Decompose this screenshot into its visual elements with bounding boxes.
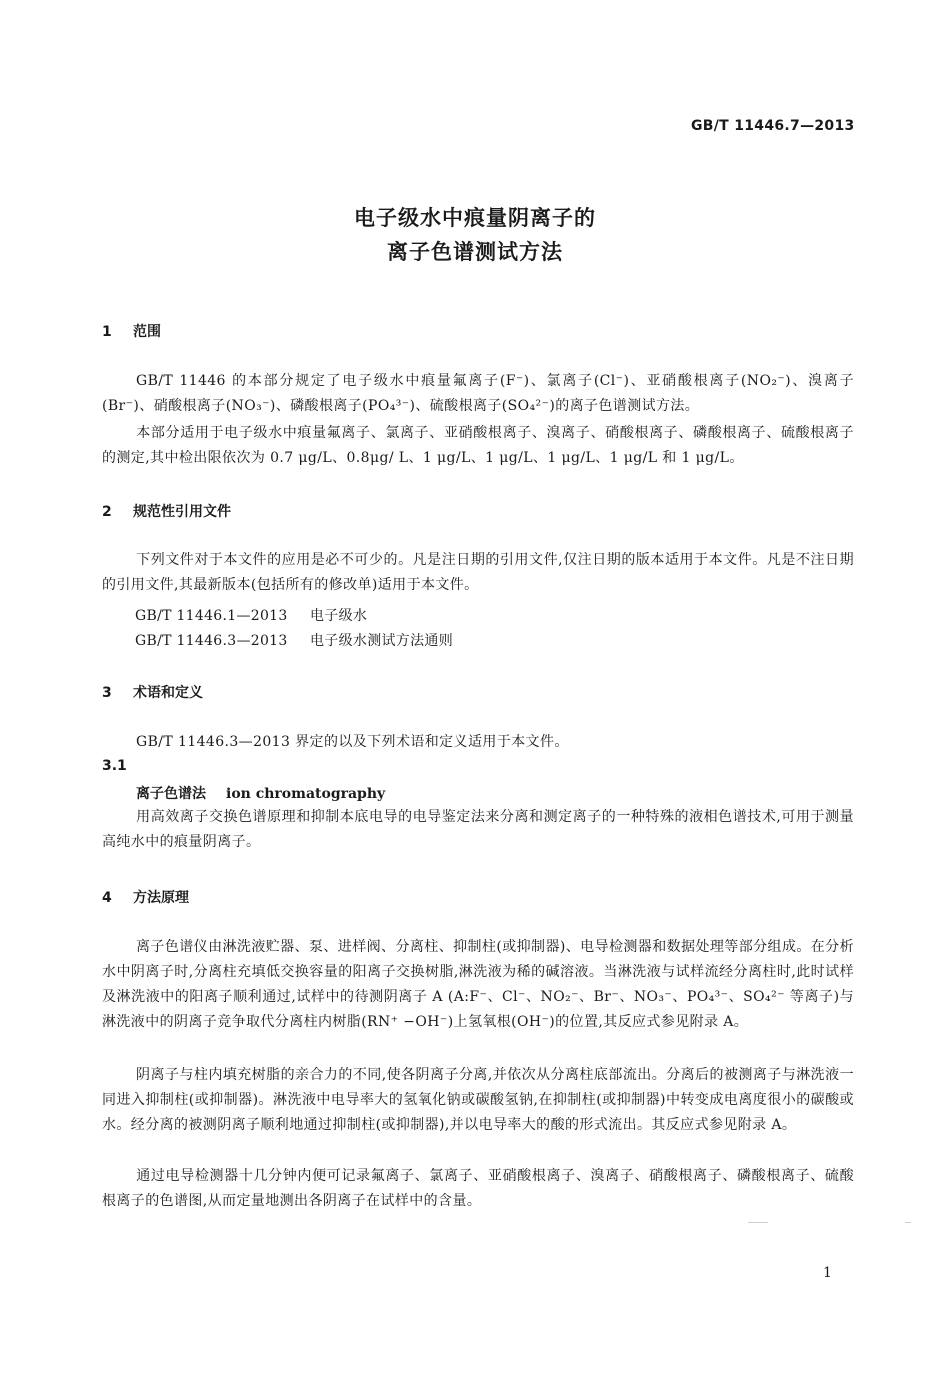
paragraph-text: 阴离子与柱内填充树脂的亲合力的不同,使各阴离子分离,并依次从分离柱底部流出。分离后的被测离子与淋洗液一同进入抑制柱(或抑制器)。淋洗液中电导率大的氢氧化钠或碳酸氢钠,在抑制柱(或抑制器)中转变成电离度很小的碳酸或水。经分离的被测阴离子顺利地通过抑制柱(或抑制器),并以电导率大的酸的形式流出。其反应式参见附录 A。 [102, 1067, 854, 1133]
reference-code: GB/T 11446.3—2013 [135, 633, 288, 649]
section-number: 1 [102, 324, 112, 340]
page-number: 1 [823, 1265, 832, 1281]
title-line-1: 电子级水中痕量阴离子的 [354, 206, 596, 230]
section-title: 术语和定义 [133, 685, 203, 701]
paragraph-text: GB/T 11446.3—2013 界定的以及下列术语和定义适用于本文件。 [136, 734, 569, 750]
term-definition [102, 805, 854, 855]
reference-title: 电子级水 [310, 608, 368, 624]
section-2-heading [102, 501, 231, 521]
reference-title: 电子级水测试方法通则 [310, 633, 453, 649]
paragraph-text: 用高效离子交换色谱原理和抑制本底电导的电导鉴定法来分离和测定离子的一种特殊的液相色谱技术,可用于测量高纯水中的痕量阴离子。 [102, 809, 854, 850]
paragraph-text: 本部分适用于电子级水中痕量氟离子、氯离子、亚硝酸根离子、溴离子、硝酸根离子、磷酸根离子、硫酸根离子的测定,其中检出限依次为 0.7 μg/L、0.8μg/ L、1 μg/L、1 μg/L、1 μg/L、1 μg/L 和 1 μg/L。 [102, 425, 854, 466]
section-title: 规范性引用文件 [133, 504, 231, 520]
section-number: 4 [102, 890, 112, 906]
section-1-paragraph-2 [102, 421, 854, 471]
section-title: 方法原理 [133, 890, 189, 906]
paragraph-text: 下列文件对于本文件的应用是必不可少的。凡是注日期的引用文件,仅注日期的版本适用于本文件。凡是不注日期的引用文件,其最新版本(包括所有的修改单)适用于本文件。 [102, 552, 854, 593]
section-3-heading [102, 682, 203, 702]
section-2-paragraph-1 [102, 548, 854, 598]
section-4-paragraph-1 [102, 935, 854, 1035]
section-4-paragraph-2 [102, 1063, 854, 1138]
section-number: 2 [102, 504, 112, 520]
scan-mark [905, 1222, 911, 1223]
normative-reference [135, 605, 367, 625]
paragraph-text: GB/T 11446 的本部分规定了电子级水中痕量氟离子(F⁻)、氯离子(Cl⁻)、亚硝酸根离子(NO₂⁻)、溴离子(Br⁻)、硝酸根离子(NO₃⁻)、磷酸根离子(PO₄³⁻)、硫酸根离子(SO₄²⁻)的离子色谱测试方法。 [102, 373, 854, 414]
paragraph-text: 通过电导检测器十几分钟内便可记录氟离子、氯离子、亚硝酸根离子、溴离子、硝酸根离子、磷酸根离子、硫酸根离子的色谱图,从而定量地测出各阴离子在试样中的含量。 [102, 1168, 854, 1209]
page-title [0, 201, 950, 269]
term-number: 3.1 [102, 758, 127, 774]
standard-id: GB/T 11446.7—2013 [691, 118, 855, 134]
title-line-2: 离子色谱测试方法 [387, 240, 563, 264]
section-1-heading [102, 321, 161, 341]
term-entry [136, 783, 385, 803]
section-1-paragraph-1 [102, 369, 854, 419]
section-title: 范围 [133, 324, 161, 340]
section-number: 3 [102, 685, 112, 701]
section-3-paragraph-1 [102, 730, 854, 755]
normative-reference [135, 630, 453, 650]
paragraph-text: 离子色谱仪由淋洗液贮器、泵、进样阀、分离柱、抑制柱(或抑制器)、电导检测器和数据处理等部分组成。在分析水中阴离子时,分离柱充填低交换容量的阳离子交换树脂,淋洗液为稀的碱溶液。当淋洗液与试样流经分离柱时,此时试样及淋洗液中的阳离子顺利通过,试样中的待测阴离子 A (A:F⁻、Cl⁻、NO₂⁻、Br⁻、NO₃⁻、PO₄³⁻、SO₄²⁻ 等离子)与淋洗液中的阴离子竞争取代分离柱内树脂(RN⁺ −OH⁻)上氢氧根(OH⁻)的位置,其反应式参见附录 A。 [102, 939, 854, 1030]
scan-mark [748, 1222, 768, 1223]
section-4-paragraph-3 [102, 1164, 854, 1214]
term-english: ion chromatography [226, 786, 386, 802]
section-4-heading [102, 887, 189, 907]
term-chinese: 离子色谱法 [136, 786, 206, 802]
reference-code: GB/T 11446.1—2013 [135, 608, 288, 624]
